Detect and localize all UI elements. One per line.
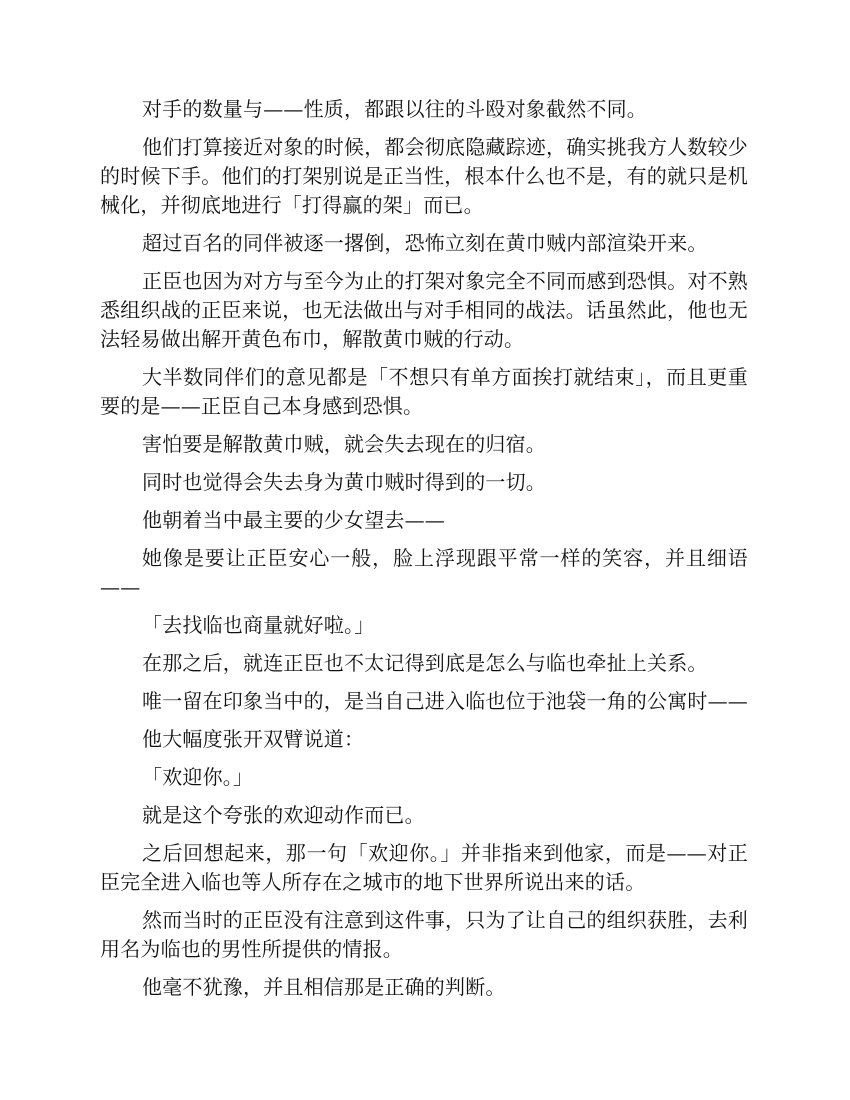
paragraph-4: 正臣也因为对方与至今为止的打架对象完全不同而感到恐惧。对不熟悉组织战的正臣来说，也无法做出与对手相同的战法。话虽然此，他也无法轻易做出解开黄色布巾，解散黄巾贼的行动。: [100, 269, 748, 351]
paragraph-16: 之后回想起来，那一句「欢迎你。」并非指来到他家，而是——对正臣完全进入临也等人所存在之城市的地下世界所说出来的话。: [100, 841, 748, 894]
paragraph-13: 他大幅度张开双臂说道：: [142, 727, 365, 751]
paragraph-7: 同时也觉得会失去身为黄巾贼时得到的一切。: [142, 470, 546, 494]
paragraph-9: 她像是要让正臣安心一般，脸上浮现跟平常一样的笑容，并且细语——: [100, 546, 748, 599]
paragraph-2: 他们打算接近对象的时候，都会彻底隐藏踪迹，确实挑我方人数较少的时候下手。他们的打架别说是正当性，根本什么也不是，有的就只是机械化，并彻底地进行「打得赢的架」而已。: [100, 135, 748, 217]
paragraph-17: 然而当时的正臣没有注意到这件事，只为了让自己的组织获胜，去利用名为临也的男性所提供的情报。: [100, 908, 748, 961]
text-body: [100, 95, 748, 1011]
paragraph-14: 「欢迎你。」: [142, 765, 254, 789]
paragraph-11: 在那之后，就连正臣也不太记得到底是怎么与临也牵扯上关系。: [142, 651, 708, 675]
paragraph-18: 他毫不犹豫，并且相信那是正确的判断。: [142, 975, 506, 999]
paragraph-6: 害怕要是解散黄巾贼，就会失去现在的归宿。: [142, 432, 546, 456]
paragraph-12: 唯一留在印象当中的，是当自己进入临也位于池袋一角的公寓时——: [142, 689, 748, 713]
paragraph-3: 超过百名的同伴被逐一撂倒，恐怖立刻在黄巾贼内部渲染开来。: [142, 231, 708, 255]
paragraph-1: 对手的数量与——性质，都跟以往的斗殴对象截然不同。: [142, 97, 647, 121]
paragraph-8: 他朝着当中最主要的少女望去——: [142, 508, 445, 532]
paragraph-10: 「去找临也商量就好啦。」: [142, 613, 375, 637]
paragraph-5: 大半数同伴们的意见都是「不想只有单方面挨打就结束」，而且更重要的是——正臣自己本身感到恐惧。: [100, 365, 748, 418]
paragraph-15: 就是这个夸张的欢迎动作而已。: [142, 803, 425, 827]
